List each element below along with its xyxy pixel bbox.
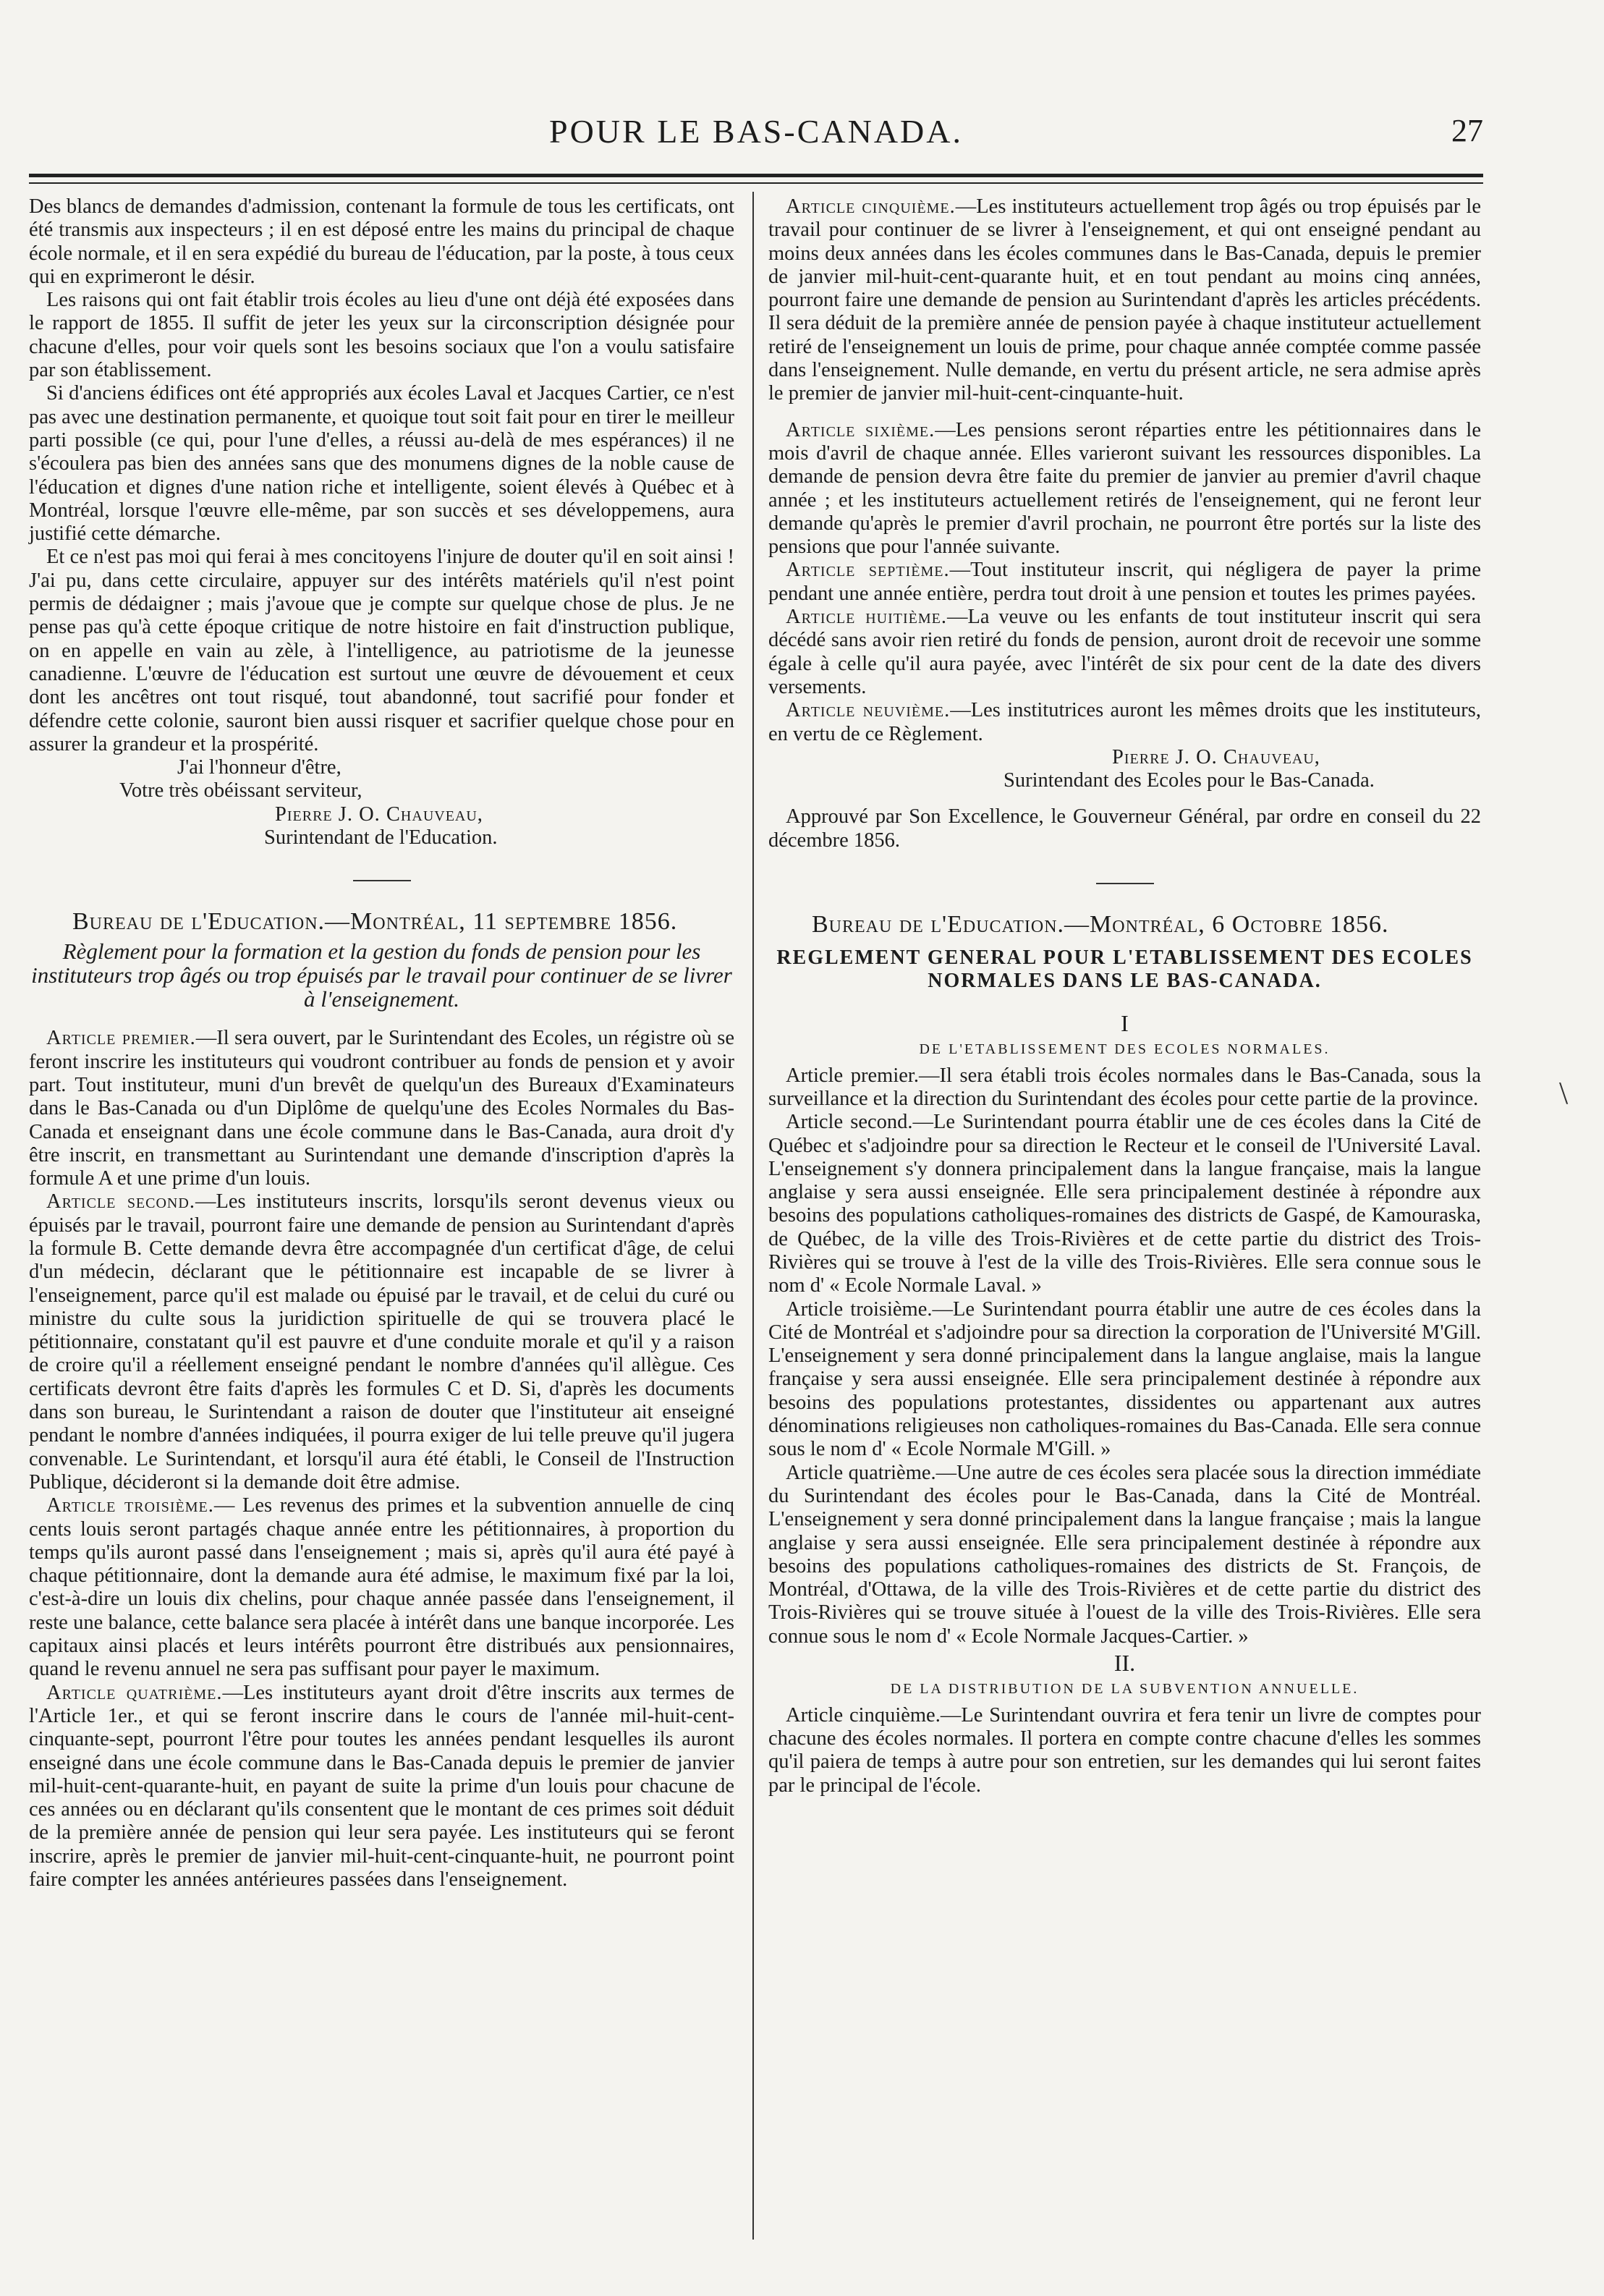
normal-article-troisieme: Article troisième.—Le Surintendant pourra établir une autre de ces écoles dans la Cité de Montréal et s'adjoindre pour sa direction la corporation de l'Université M'Gill. L'enseignement y sera donné principalement dans la langue anglaise, mais la langue française y sera aussi enseignée. Elle sera principalement destinée à répondre aux besoins des populations protestantes, dissidentes ou appartenant aux autres dénominations religieuses non catholiques-romaines du Bas-Canada. Elle sera connue sous le nom d' « Ecole Normale M'Gill. » [768,1297,1481,1461]
header-rule-thin [29,182,1483,184]
page-header [29,109,1483,159]
signoff-left [29,756,734,850]
article-text: —Les institutrices auront les mêmes droits que les instituteurs, en vertu de ce Règlement. [768,699,1482,745]
closing-serviteur: Votre très obéissant serviteur, [119,779,362,802]
article-text: —Les instituteurs inscrits, lorsqu'ils seront devenus vieux ou épuisés par le travail, pourront faire une demande de pension au Surintendant d'après la formule B. Cette demande devra être accompagnée d'un certificat d'âge, de celui d'un médecin, déclarant que le pétitionnaire est incapable de se livrer à l'enseignement, parce qu'il est malade ou épuisé par le travail, et de celui du curé ou ministre du culte sous la juridiction spirituelle de qui se trouvera placé le pétitionnaire, constatant qu'il est pauvre et d'une conduite morale et qu'il y a raison de croire qu'il a réellement enseigné pendant le nombre d'années qu'il allègue. Ces certificats devront être faits d'après les formules C et D. Si, d'après les documents dans son bureau, le Surintendant a raison de douter que l'instituteur ait enseigné pendant le nombre d'années indiquées, il pourra exiger de lui telle preuve qu'il jugera convenable. Le Surintendant, et lorsqu'il aura été établi, le Conseil de l'Instruction Publique, décideront si la demande doit être admise. [29,1190,734,1494]
margin-check-mark: \ [1559,1075,1569,1111]
approval-note: Approuvé par Son Excellence, le Gouverneur Général, par ordre en conseil du 22 décembre 1856. [768,805,1481,852]
article-label: Article cinquième. [786,195,956,218]
closing-honneur: J'ai l'honneur d'être, [177,756,341,779]
article-label: Article neuvième. [786,699,951,722]
running-title: POUR LE BAS-CANADA. [549,113,963,150]
reglement-title: Règlement pour la formation et la gestion du fonds de pension pour les instituteurs trop âgés ou trop épuisés par le travail pour continuer de se livrer à l'enseignement. [31,939,732,1012]
signature-name: Pierre J. O. Chauveau, [1112,745,1320,768]
article-label: Article huitième. [786,606,947,629]
article-sixieme [768,419,1481,559]
normal-article-cinquieme: Article cinquième.—Le Surintendant ouvrira et fera tenir un livre de comptes pour chacune des écoles normales. Il portera en compte contre chacune d'elles les sommes qu'il paiera de temps à autre pour son entretien, sur les demandes qui lui seront faites par le principal de l'école. [768,1703,1481,1797]
separator-rule [1096,883,1154,884]
page-number: 27 [1451,113,1483,148]
bureau-heading: Bureau de l'Education.—Montréal, 6 Octobre 1856. [812,911,1389,939]
normal-article-quatrieme: Article quatrième.—Une autre de ces écoles sera placée sous la direction immédiate du Surintendant des écoles pour le Bas-Canada, dans la Cité de Montréal. L'enseignement y sera donné principalement dans la langue française ; mais la langue anglaise y sera aussi enseignée. Elle sera principalement destinée à répondre aux besoins des populations catholiques-romaines des districts de St. François, de Montréal, d'Ottawa, de la ville des Trois-Rivières et de cette partie du district des Trois-Rivières qui se trouve située à l'ouest de la ville des Trois-Rivières. Elle sera connue sous le nom d' « Ecole Normale Jacques-Cartier. » [768,1461,1481,1648]
signoff-right [768,746,1481,793]
normal-article-premier: Article premier.—Il sera établi trois écoles normales dans le Bas-Canada, sous la surveillance et la direction du Surintendant des écoles pour cette partie de la province. [768,1064,1481,1110]
paragraph-edifices: Si d'anciens édifices ont été appropriés aux écoles Laval et Jacques Cartier, ce n'est pas avec une destination permanente, et quoique tout soit fait pour en tirer le meilleur parti possible (ce qui, pour l'une d'elles, a réussi au-delà de mes espérances) il ne s'écoulera pas bien des années sans que des monumens dignes de la noble cause de l'éducation et dignes d'une nation riche et intelligente, soient élevés à Québec et à Montréal, lorsque l'œuvre elle-même, par son succès et ses développemens, aura justifié cette démarche. [29,382,734,546]
section-heading: DE L'ETABLISSEMENT DES ECOLES NORMALES. [919,1041,1331,1058]
article-cinquieme [768,195,1481,406]
article-text: —Tout instituteur inscrit, qui négligera de payer la prime pendant une année entière, perdra tout droit à une pension et toutes les primes payées. [768,559,1481,605]
section-number: II. [1113,1650,1136,1677]
bureau-heading: Bureau de l'Education.—Montréal, 11 septembre 1856. [72,908,678,936]
reglement-general-title: REGLEMENT GENERAL POUR L'ETABLISSEMENT DES ECOLES NORMALES DANS LE BAS-CANADA. [776,946,1473,993]
signature-name: Pierre J. O. Chauveau, [275,802,483,826]
article-label: Article premier. [46,1027,196,1050]
paragraph-concitoyens: Et ce n'est pas moi qui ferai à mes concitoyens l'injure de douter qu'il en soit ainsi ! J'ai pu, dans cette circulaire, appuyer sur des intérêts matériels qu'il n'est point permis de dédaigner ; mais j'avoue que je compte sur quelque chose de plus. Je ne pense pas qu'à cette époque critique de notre histoire en fait d'instruction publique, on en appelle en vain au zèle, à l'intelligence, au patriotisme de la jeunesse canadienne. L'œuvre de l'éducation est surtout une œuvre de dévouement et ceux dont les ancêtres ont tout risqué, tout abandonné, tout sacrifié pour fonder et défendre cette colonie, sauront bien aussi risquer et sacrifier quelque chose pour en assurer la grandeur et la prospérité. [29,546,734,755]
article-label: Article quatrième. [46,1681,223,1704]
article-huitieme [768,606,1481,699]
article-troisieme [29,1494,734,1681]
article-second [29,1190,734,1494]
normal-article-second: Article second.—Le Surintendant pourra établir une de ces écoles dans la Cité de Québec et s'adjoindre pour sa direction le Recteur et le conseil de l'Université Laval. L'enseignement s'y donnera principalement dans la langue française, mais la langue anglaise y sera aussi enseignée. Elle sera principalement destinée à répondre aux besoins des populations catholiques-romaines des districts de Gaspé, de Kamouraska, de Québec, de la ville des Trois-Rivières et de cette partie du district des Trois-Rivières qui se trouve à l'est de la ville des Trois-Rivières. Elle sera connue sous le nom d' « Ecole Normale Laval. » [768,1111,1481,1297]
article-quatrieme [29,1682,734,1892]
signature-title: Surintendant des Ecoles pour le Bas-Canada. [1003,769,1375,792]
spacer [768,406,1481,419]
article-text: — Les revenus des primes et la subvention annuelle de cinq cents louis seront partagés chaque année entre les pétitionnaires, à proportion du temps qu'ils auront passé dans l'enseignement ; mais si, après qu'il aura été payé à chaque pétitionnaire, dont la demande aura été admise, le maximum fixé par la loi, c'est-à-dire un louis dix chelins, pour chaque année passée dans l'enseignement, il reste une balance, cette balance sera placée à intérêt dans une banque incorporée. Les capitaux ainsi placés et leurs intérêts pourront être distribués aux pensionnaires, quand le revenu annuel ne sera pas suffisant pour payer le maximum. [29,1494,735,1681]
article-text: —Il sera ouvert, par le Surintendant des Ecoles, un régistre où se feront inscrire les instituteurs qui voudront contribuer au fonds de pension et y avoir part. Tout instituteur, muni d'un brevêt de quelqu'un des Bureaux d'Examinateurs dans le Bas-Canada ou d'un Diplôme de quelqu'une des Ecoles Normales du Bas-Canada et enseignant dans une école commune dans le Bas-Canada, aura droit d'y être inscrit, en transmettant au Surintendant une demande d'inscription d'après la formule A et une prime d'un louis. [29,1027,734,1190]
article-neuvieme [768,699,1481,746]
article-septieme [768,559,1481,606]
article-text: —Les pensions seront réparties entre les pétitionnaires dans le mois d'avril de chaque année. Elles varieront suivant les ressources disponibles. La demande de pension devra être faite du premier de janvier au premier d'avril chaque année ; et les instituteurs actuellement retirés de l'enseignement, qui ne feront leur demande qu'après le premier d'avril prochain, ne pourront être portés sur la liste des pensions que pour l'année suivante. [768,418,1481,559]
paragraph-raisons: Les raisons qui ont fait établir trois écoles au lieu d'une ont déjà été exposées dans le rapport de 1855. Il suffit de jeter les yeux sur la circonscription désignée pour chacune d'elles, pour voir quels sont les besoins sociaux que l'on a voulu satisfaire par son établissement. [29,289,734,382]
article-label: Article troisième. [46,1494,214,1517]
section-heading: DE LA DISTRIBUTION DE LA SUBVENTION ANNUELLE. [890,1681,1359,1698]
article-text: —Les instituteurs actuellement trop âgés ou trop épuisés par le travail pour continuer de se livrer à l'enseignement, et qui ont enseigné pendant au moins deux années dans les écoles communes dans le Bas-Canada, depuis le premier de janvier mil-huit-cent-quarante huit, et en tout pendant au moins cinq années, pourront faire une demande de pension au Surintendant d'après les articles précédents. Il sera déduit de la première année de pension payée à chaque instituteur actuellement retiré de l'enseignement un louis de prime, pour chaque année comptée comme passée dans l'enseignement. Nulle demande, en vertu du présent article, ne sera admise après le premier de janvier mil-huit-cent-cinquante-huit. [768,195,1482,405]
right-column [768,195,1481,1797]
article-label: Article septième. [786,559,950,582]
article-text: —La veuve ou les enfants de tout instituteur inscrit qui sera décédé sans avoir rien retiré du fonds de pension, auront droit de recevoir une somme égale à celle qu'il aura payée, avec l'intérêt de six pour cent de la date des divers versements. [768,606,1481,698]
article-label: Article second. [46,1190,195,1213]
paragraph-blancs: Des blancs de demandes d'admission, contenant la formule de tous les certificats, ont été transmis aux inspecteurs ; il en est déposé entre les mains du principal de chaque école normale, et il en sera expédié du bureau de l'éducation, par la poste, à tous ceux qui en exprimeront le désir. [29,195,734,288]
article-label: Article sixième. [786,418,935,441]
spacer [768,792,1481,805]
article-text: —Les instituteurs ayant droit d'être inscrits aux termes de l'Article 1er., et qui se feront inscrire dans le cours de l'année mil-huit-cent-cinquante-sept, pourront l'être pour toutes les années pendant lesquelles ils auront enseigné dans une école commune dans le Bas-Canada depuis le premier de janvier mil-huit-cent-quarante-huit, en payant de suite la prime d'un louis pour chacune de ces années ou en déclarant qu'ils consentent que le montant de ces primes soit déduit de la première année de pension qui leur sera payée. Les instituteurs qui se feront inscrire, après le premier de janvier mil-huit-cent-cinquante-huit, ne pourront point faire compter les années antérieures passées dans l'enseignement. [29,1681,734,1891]
column-divider [752,192,754,2240]
header-rule-thick [29,174,1483,177]
section-number: I [1121,1010,1129,1037]
signature-title: Surintendant de l'Education. [264,826,498,850]
left-column [29,195,734,1892]
article-premier [29,1027,734,1190]
separator-rule [353,880,411,881]
